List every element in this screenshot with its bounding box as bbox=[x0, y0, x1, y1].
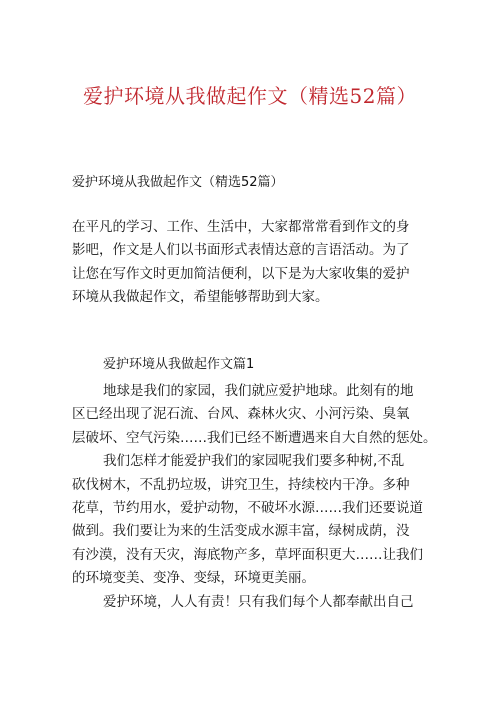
intro-line: 环境从我做起作文，希望能够帮助到大家。 bbox=[72, 288, 329, 305]
intro-line: 让您在写作文时更加简洁便利，以下是为大家收集的爱护 bbox=[72, 265, 410, 282]
intro-line: 影吧，作文是人们以书面形式表情达意的言语活动。为了 bbox=[72, 242, 410, 259]
body-line: 地球是我们的家园，我们就应爱护地球。此刻有的地 bbox=[103, 383, 414, 399]
body-line: 有沙漠，没有天灾，海底物产多，草坪面积更大……让我们 bbox=[72, 546, 423, 563]
body-line: 砍伐树木，不乱扔垃圾，讲究卫生，持续校内干净。多种 bbox=[72, 476, 410, 493]
body-line: 做到。我们要让为来的生活变成水源丰富，绿树成荫，没 bbox=[72, 523, 410, 540]
body-line: 的环境变美、变净、变绿，环境更美丽。 bbox=[72, 570, 315, 587]
intro-line: 在平凡的学习、工作、生活中，大家都常常看到作文的身 bbox=[72, 219, 410, 235]
body-line: 层破坏、空气污染……我们已经不断遭遇来自大自然的惩处。 bbox=[72, 429, 437, 446]
document-subtitle: 爱护环境从我做起作文（精选52篇） bbox=[72, 175, 284, 190]
intro-paragraph bbox=[72, 216, 442, 309]
body-line: 区已经出现了泥石流、台风、森林火灾、小河污染、臭氧 bbox=[72, 406, 410, 423]
document-title: 爱护环境从我做起作文（精选52篇） bbox=[83, 84, 417, 108]
section-heading: 爱护环境从我做起作文篇1 bbox=[103, 357, 255, 372]
essay-body bbox=[72, 380, 444, 614]
body-line: 花草，节约用水，爱护动物，不破坏水源……我们还要说道 bbox=[72, 500, 423, 517]
body-line: 爱护环境，人人有责！只有我们每个人都奉献出自己 bbox=[103, 593, 414, 610]
body-line: 我们怎样才能爱护我们的家园呢我们要多种树,不乱 bbox=[103, 453, 405, 470]
